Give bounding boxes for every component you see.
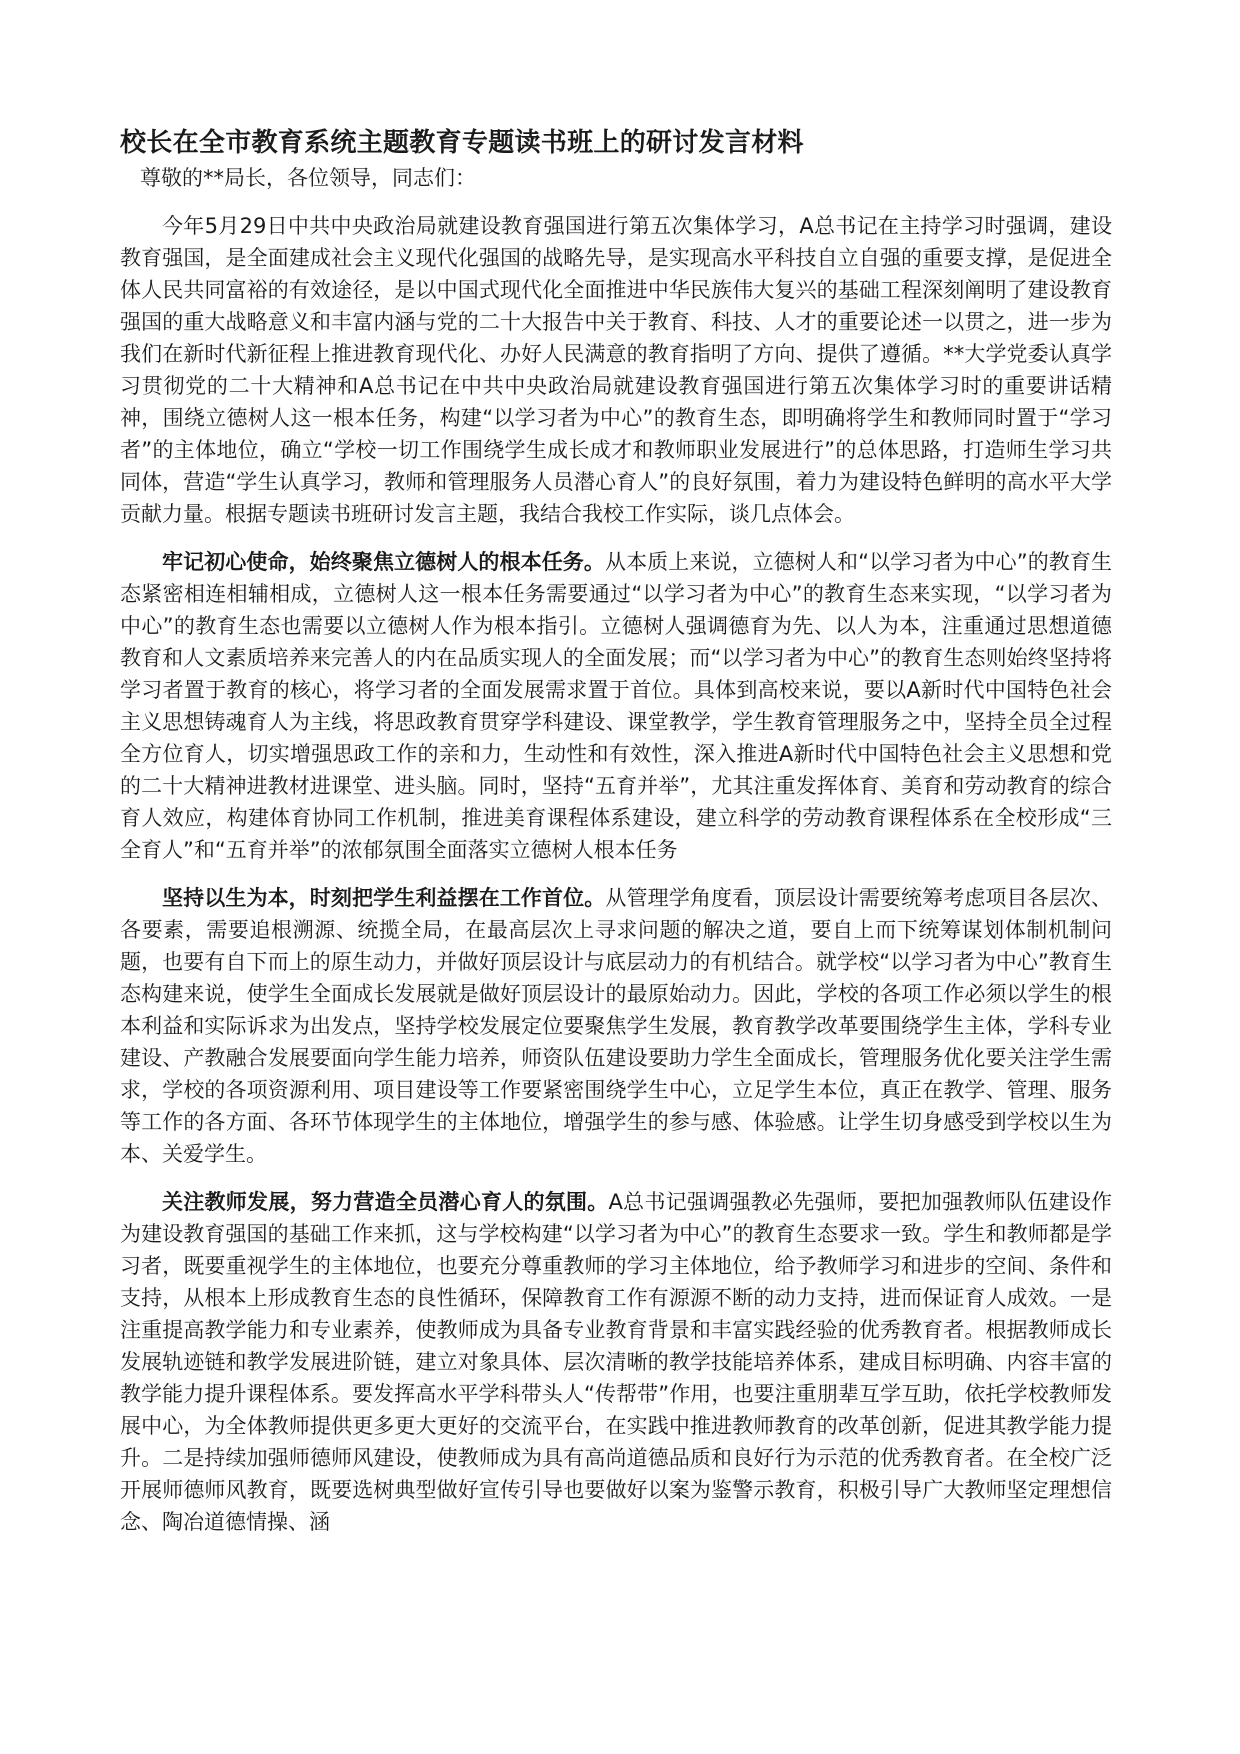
paragraph-lead: 坚持以生为本，时刻把学生利益摆在工作首位。 bbox=[162, 886, 606, 910]
paragraph-text: 今年5月29日中共中央政治局就建设教育强国进行第五次集体学习，A总书记在主持学习时强调，建设教育强国，是全面建成社会主义现代化强国的战略先导，是实现高水平科技自立自强的重要支撑，是促进全体人民共同富裕的有效途径，是以中国式现代化全面推进中华民族伟大复兴的基础工程深刻阐明了建设教育强国的重大战略意义和丰富内涵与党的二十大报告中关于教育、科技、人才的重要论述一以贯之，进一步为我们在新时代新征程上推进教育现代化、办好人民满意的教育指明了方向、提供了遵循。**大学党委认真学习贯彻党的二十大精神和A总书记在中共中央政治局就建设教育强国进行第五次集体学习时的重要讲话精神，围绕立德树人这一根本任务，构建“以学习者为中心”的教育生态，即明确将学生和教师同时置于“学习者”的主体地位，确立“学校一切工作围绕学生成长成才和教师职业发展进行”的总体思路，打造师生学习共同体，营造“学生认真学习，教师和管理服务人员潜心育人”的良好氛围，着力为建设特色鲜明的高水平大学贡献力量。根据专题读书班研讨发言主题，我结合我校工作实际，谈几点体会。 bbox=[120, 214, 1112, 526]
paragraph-lead: 关注教师发展，努力营造全员潜心育人的氛围。 bbox=[162, 1190, 609, 1214]
paragraph-student-centered bbox=[120, 882, 1112, 1170]
paragraph-lead: 牢记初心使命，始终聚焦立德树人的根本任务。 bbox=[162, 550, 605, 574]
paragraph-text: A总书记强调强教必先强师，要把加强教师队伍建设作为建设教育强国的基础工作来抓，这与学校构建“以学习者为中心”的教育生态要求一致。学生和教师都是学习者，既要重视学生的主体地位，也要充分尊重教师的学习主体地位，给予教师学习和进步的空间、条件和支持，从根本上形成教育生态的良性循环，保障教育工作有源源不断的动力支持，进而保证育人成效。一是注重提高教学能力和专业素养，使教师成为具备专业教育背景和丰富实践经验的优秀教育者。根据教师成长发展轨迹链和教学发展进阶链，建立对象具体、层次清晰的教学技能培养体系，建成目标明确、内容丰富的教学能力提升课程体系。要发挥高水平学科带头人“传帮带”作用，也要注重朋辈互学互助，依托学校教师发展中心，为全体教师提供更多更大更好的交流平台，在实践中推进教师教育的改革创新，促进其教学能力提升。二是持续加强师德师风建设，使教师成为具有高尚道德品质和良好行为示范的优秀教育者。在全校广泛开展师德师风教育，既要选树典型做好宣传引导也要做好以案为鉴警示教育，积极引导广大教师坚定理想信念、陶冶道德情操、涵 bbox=[120, 1190, 1112, 1534]
salutation: 尊敬的**局长，各位领导，同志们： bbox=[140, 166, 476, 190]
paragraph-moral-education bbox=[120, 546, 1112, 866]
paragraph-teacher-development bbox=[120, 1186, 1112, 1538]
document-body bbox=[120, 124, 1112, 1554]
paragraph-text: 从本质上来说，立德树人和“以学习者为中心”的教育生态紧密相连相辅相成，立德树人这一根本任务需要通过“以学习者为中心”的教育生态来实现，“以学习者为中心”的教育生态也需要以立德树人作为根本指引。立德树人强调德育为先、以人为本，注重通过思想道德教育和人文素质培养来完善人的内在品质实现人的全面发展；而“以学习者为中心”的教育生态则始终坚持将学习者置于教育的核心，将学习者的全面发展需求置于首位。具体到高校来说，要以A新时代中国特色社会主义思想铸魂育人为主线，将思政教育贯穿学科建设、课堂教学，学生教育管理服务之中，坚持全员全过程全方位育人，切实增强思政工作的亲和力，生动性和有效性，深入推进A新时代中国特色社会主义思想和党的二十大精神进教材进课堂、进头脑。同时，坚持“五育并举”，尤其注重发挥体育、美育和劳动教育的综合育人效应，构建体育协同工作机制，推进美育课程体系建设，建立科学的劳动教育课程体系在全校形成“三全育人”和“五育并举”的浓郁氛围全面落实立德树人根本任务 bbox=[120, 550, 1112, 862]
document-title: 校长在全市教育系统主题教育专题读书班上的研讨发言材料 bbox=[120, 128, 804, 158]
paragraph-intro bbox=[120, 210, 1112, 530]
paragraph-text: 从管理学角度看，顶层设计需要统筹考虑项目各层次、各要素，需要追根溯源、统揽全局，在最高层次上寻求问题的解决之道，要自上而下统筹谋划体制机制问题，也要有自下而上的原生动力，并做好顶层设计与底层动力的有机结合。就学校“以学习者为中心”教育生态构建来说，使学生全面成长发展就是做好顶层设计的最原始动力。因此，学校的各项工作必须以学生的根本利益和实际诉求为出发点，坚持学校发展定位要聚焦学生发展，教育教学改革要围绕学生主体，学科专业建设、产教融合发展要面向学生能力培养，师资队伍建设要助力学生全面成长，管理服务优化要关注学生需求，学校的各项资源利用、项目建设等工作要紧密围绕学生中心，立足学生本位，真正在教学、管理、服务等工作的各方面、各环节体现学生的主体地位，增强学生的参与感、体验感。让学生切身感受到学校以生为本、关爱学生。 bbox=[120, 886, 1113, 1166]
